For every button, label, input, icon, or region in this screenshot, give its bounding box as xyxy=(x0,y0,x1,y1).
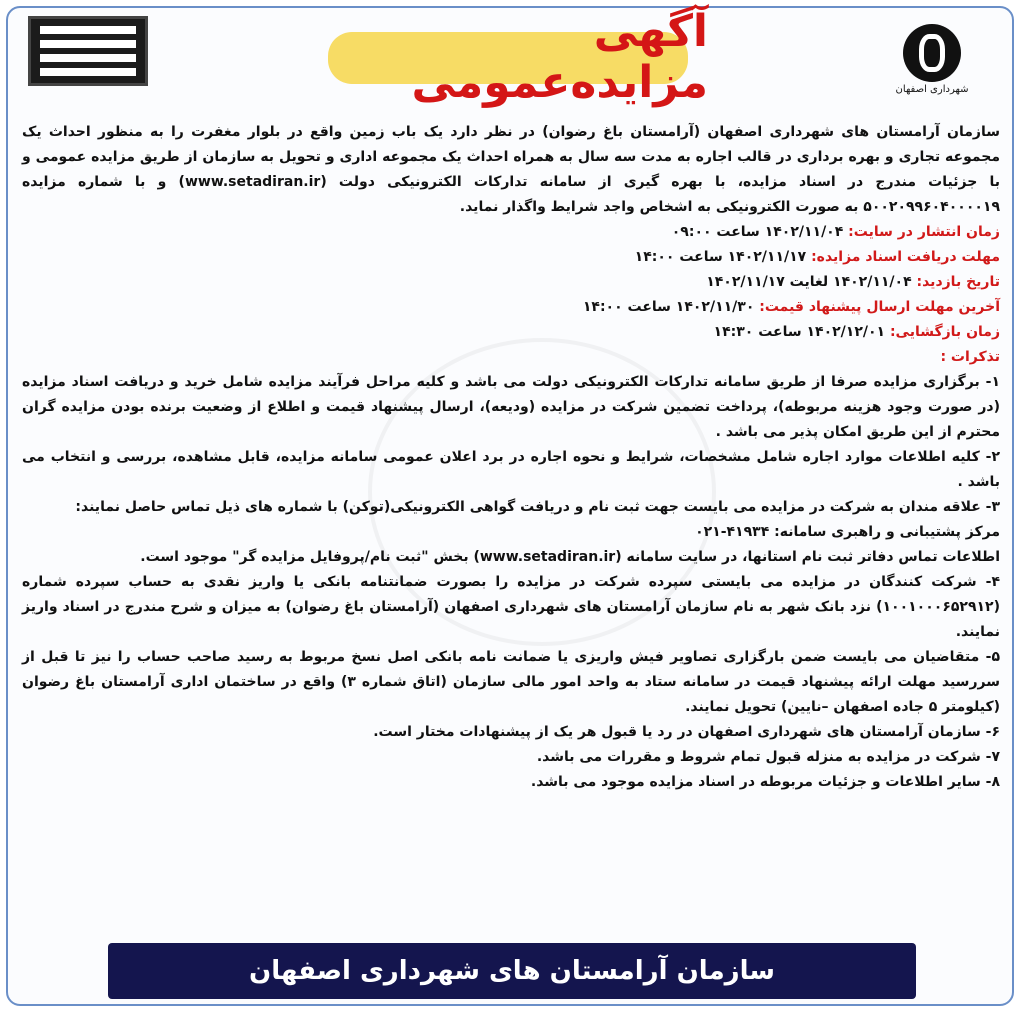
page-title: آگهی مزایده‌عمومی xyxy=(411,6,708,108)
municipality-logo-caption: شهرداری اصفهان xyxy=(895,84,969,95)
date-value: ۱۴۰۲/۱۲/۰۱ ساعت ۱۴:۳۰ xyxy=(713,324,886,340)
municipality-logo xyxy=(892,24,972,104)
note-item: اطلاعات تماس دفاتر ثبت نام استانها، در سایت سامانه (www.setadiran.ir) بخش "ثبت نام/پروفایل مزایده گر" موجود است. xyxy=(140,549,1000,565)
date-row xyxy=(22,295,1000,320)
ad-frame xyxy=(6,6,1014,1006)
date-value: ۱۴۰۲/۱۱/۰۴ ساعت ۰۹:۰۰ xyxy=(671,224,844,240)
date-row xyxy=(22,245,1000,270)
footer-text: سازمان آرامستان های شهرداری اصفهان xyxy=(249,956,775,986)
organization-logo xyxy=(28,16,148,86)
date-label: زمان بازگشایی: xyxy=(889,324,1000,340)
municipality-emblem-icon xyxy=(903,24,961,82)
note-item: ۵- متقاضیان می بایست ضمن بارگزاری تصاویر فیش واریزی یا ضمانت نامه بانکی اصل نسخ مربوط به رسید صاحب حساب را نیز تا قبل از سررسید مهلت ارائه پیشنهاد قیمت در سامانه ستاد به واحد امور مالی سازمان (اتاق شماره ۳) واقع در ساختمان اداری آرامستان باغ رضوان (کیلومتر ۵ جاده اصفهان –نایین) تحویل نمایند. xyxy=(22,649,1000,715)
note-item: ۶- سازمان آرامستان های شهرداری اصفهان در رد یا قبول هر یک از پیشنهادات مختار است. xyxy=(373,724,1000,740)
date-value: ۱۴۰۲/۱۱/۰۴ لغایت ۱۴۰۲/۱۱/۱۷ xyxy=(706,274,912,290)
date-row xyxy=(22,270,1000,295)
ad-body xyxy=(22,120,1000,925)
date-row xyxy=(22,320,1000,345)
intro-paragraph: سازمان آرامستان های شهرداری اصفهان (آرامستان باغ رضوان) در نظر دارد یک باب زمین واقع در بلوار مغفرت را به منظور احداث یک مجموعه تجاری و بهره برداری در قالب اجاره به مدت سه سال به همراه احداث یک مجموعه اداری و تحویل به سازمان از طریق مزایده عمومی و با جزئیات مندرج در اسناد مزایده، با بهره گیری از سامانه تدارکات الکترونیکی دولت (www.setadiran.ir) و با شماره مزایده ۵۰۰۲۰۹۹۶۰۴۰۰۰۰۱۹ به صورت الکترونیکی به اشخاص واجد شرایط واگذار نماید. xyxy=(22,124,1000,215)
date-value: ۱۴۰۲/۱۱/۳۰ ساعت ۱۴:۰۰ xyxy=(582,299,755,315)
note-item: ۷- شرکت در مزایده به منزله قبول تمام شروط و مقررات می باشد. xyxy=(536,749,1000,765)
header xyxy=(8,6,1016,108)
note-item: ۲- کلیه اطلاعات موارد اجاره شامل مشخصات، شرایط و نحوه اجاره در برد اعلان عمومی سامانه مزایده، قابل مشاهده، بررسی و انتخاب می باشد . xyxy=(22,449,1000,490)
notes-title: تذکرات : xyxy=(940,349,1000,365)
note-item: ۱- برگزاری مزایده صرفا از طریق سامانه تدارکات الکترونیکی دولت می باشد و کلیه مراحل فرآیند مزایده شامل خرید و دریافت اسناد مزایده (در صورت وجود هزینه مربوطه)، پرداخت تضمین شرکت در مزایده (ودیعه)، ارسال پیشنهاد قیمت و اطلاع از وضعیت برنده بودن مزایده گران محترم از این طریق امکان پذیر می باشد . xyxy=(22,374,1000,440)
note-item: ۸- سایر اطلاعات و جزئیات مربوطه در اسناد مزایده موجود می باشد. xyxy=(530,774,1000,790)
date-label: آخرین مهلت ارسال پیشنهاد قیمت: xyxy=(759,299,1000,315)
date-label: مهلت دریافت اسناد مزایده: xyxy=(811,249,1000,265)
note-item: ۴- شرکت کنندگان در مزایده می بایستی سپرده شرکت در مزایده را بصورت ضمانتنامه بانکی یا واریز نقدی به حساب سپرده شماره (۱۰۰۱۰۰۰۶۵۲۹۱۲) نزد بانک شهر به نام سازمان آرامستان های شهرداری اصفهان (آرامستان باغ رضوان) به میزان و شرح مندرج در اسناد واریز نمایند. xyxy=(22,574,1000,640)
date-value: ۱۴۰۲/۱۱/۱۷ ساعت ۱۴:۰۰ xyxy=(634,249,807,265)
date-label: تاریخ بازدید: xyxy=(916,274,1000,290)
date-row xyxy=(22,220,1000,245)
footer-banner xyxy=(108,943,916,999)
date-label: زمان انتشار در سایت: xyxy=(848,224,1000,240)
note-item: مرکز پشتیبانی و راهبری سامانه: ۴۱۹۳۴-۰۲۱ xyxy=(695,524,1000,540)
note-item: ۳- علاقه مندان به شرکت در مزایده می بایست جهت ثبت نام و دریافت گواهی الکترونیکی(توکن) با شماره های ذیل تماس حاصل نمایند: xyxy=(75,499,1000,515)
